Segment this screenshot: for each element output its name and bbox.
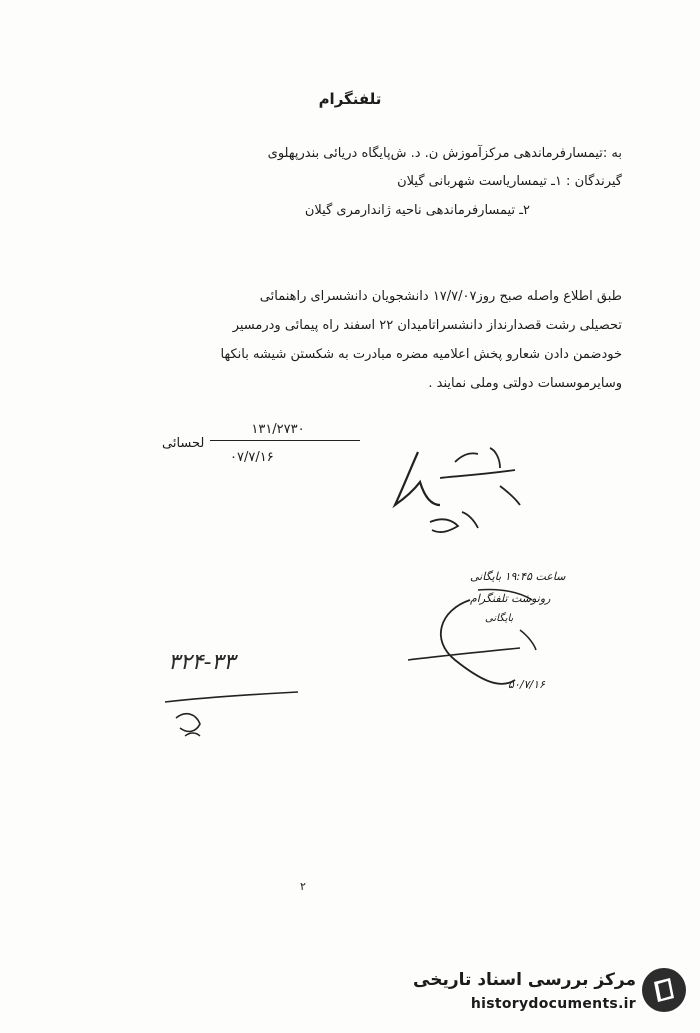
- body-paragraph: [102, 282, 622, 398]
- archive-logo-icon: [642, 968, 686, 1012]
- cc-line-2: ۲ـ تیمسارفرماندهی ناحیه ژاندارمری گیلان: [304, 203, 530, 218]
- handwritten-note: بایگانی: [485, 613, 514, 624]
- page-number: ۲: [300, 880, 306, 893]
- handwritten-note: رونوشت تلفنگرام: [470, 592, 551, 605]
- watermark-footer: [412, 966, 692, 1026]
- handwritten-date: ۵۰/۷/۱۶: [508, 678, 545, 691]
- cc-line-1: گیرندگان : ۱ـ تیمساریاست شهربانی گیلان: [397, 174, 622, 189]
- body-line: طبق اطلاع واصله صبح روز۱۷/۷/۰۷ دانشجویان دانشسرای راهنمائی: [259, 289, 622, 304]
- recipient-line: به :تیمسارفرماندهی مرکزآموزش ن. د. ش‌پایگاه دریائی بندرپهلوی: [267, 146, 622, 161]
- reference-number: ۱۳۱/۲۷۳۰: [251, 422, 305, 437]
- website-link[interactable]: historydocuments.ir: [470, 996, 636, 1012]
- archive-number: ۳۲۴-۳۳: [168, 650, 236, 675]
- organization-name: مرکز بررسی اسناد تاریخی: [413, 970, 636, 990]
- handwritten-note: ساعت ۱۹:۴۵ بایگانی: [470, 570, 566, 583]
- reference-label: لحسائی: [162, 436, 205, 451]
- body-line: تحصیلی رشت قصدارنداز دانشسراتامیدان ۲۲ اسفند راه پیمائی ودرمسیر: [232, 318, 622, 333]
- body-line: وسایرموسسات دولتی وملی نمایند .: [428, 376, 622, 391]
- reference-divider: [210, 440, 360, 441]
- reference-date: ۰۷/۷/۱۶: [230, 450, 274, 465]
- body-line: خودضمن دادن شعارو پخش اعلامیه مضره مبادرت به شکستن شیشه بانکها: [220, 347, 622, 362]
- document-title: تلفنگرام: [318, 90, 382, 108]
